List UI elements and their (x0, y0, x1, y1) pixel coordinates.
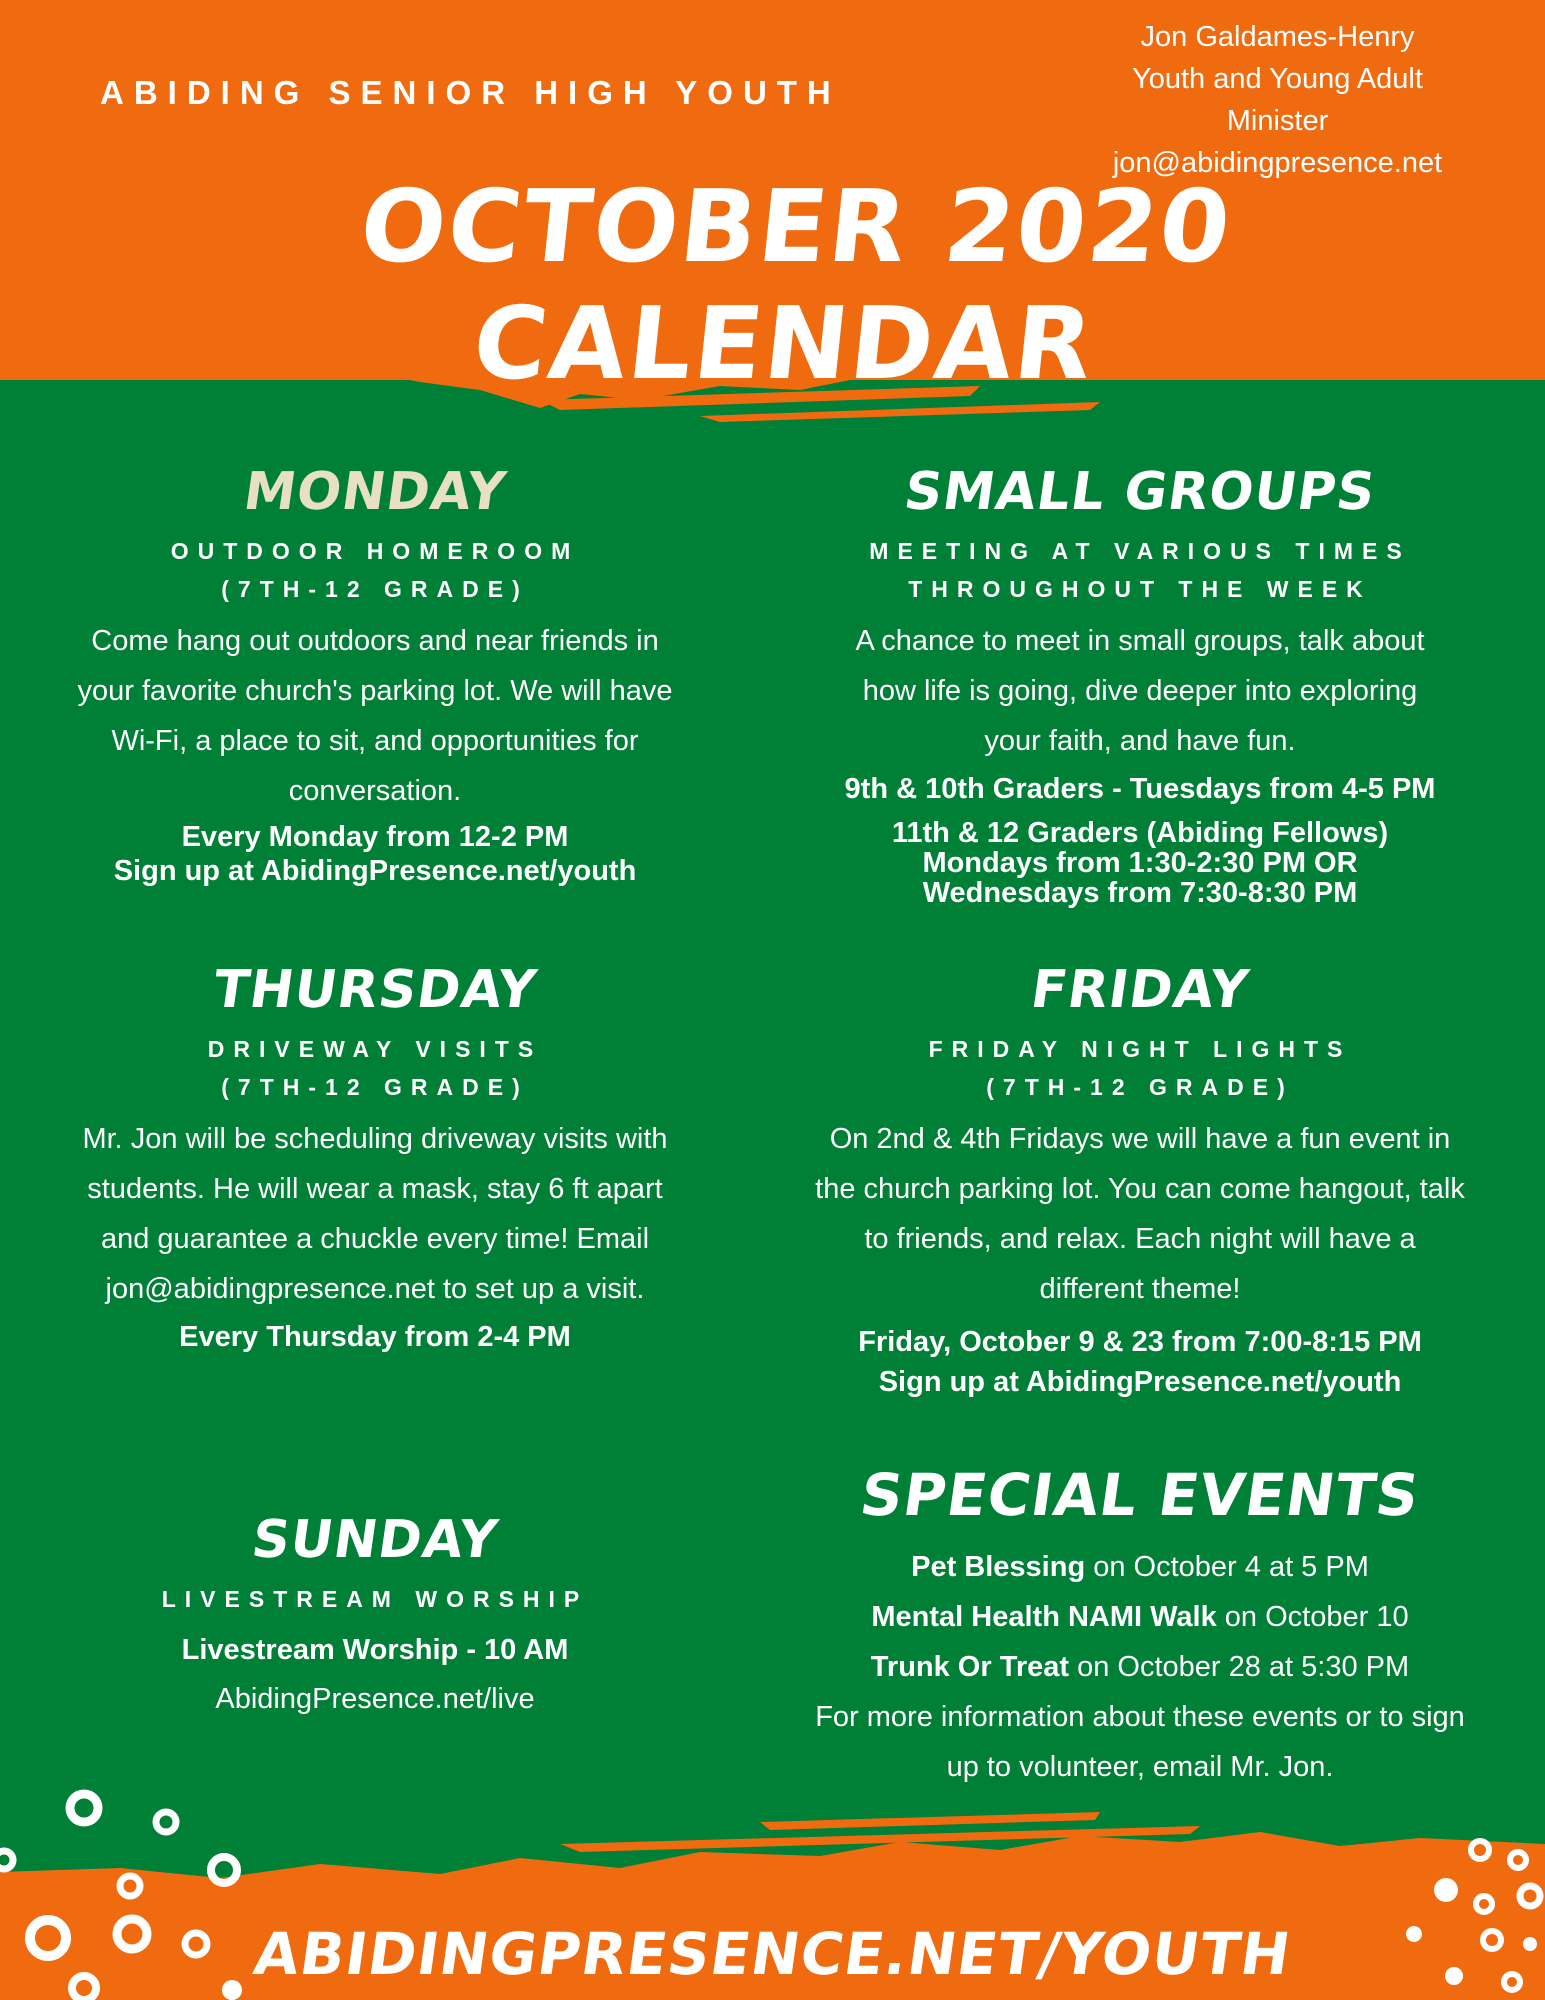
monday-subtitle: OUTDOOR HOMEROOM (170, 538, 580, 564)
friday-schedule: Friday, October 9 & 23 from 7:00-8:15 PM (858, 1326, 1422, 1358)
thursday-subtitle: DRIVEWAY VISITS (207, 1036, 543, 1062)
contact-email[interactable]: jon@abidingpresence.net (1112, 147, 1443, 179)
monday-section (60, 460, 690, 888)
small-groups-description: A chance to meet in small groups, talk about how life is going, dive deeper into exploring your faith, and have fun. (855, 625, 1425, 757)
contact-role-line2: Minister (1226, 105, 1329, 137)
monday-description: Come hang out outdoors and near friends in your favorite church's parking lot. We will have Wi-Fi, a place to sit, and opportunities for conversation. (77, 625, 673, 807)
small-groups-9-10: 9th & 10th Graders - Tuesdays from 4-5 PM (844, 773, 1436, 805)
friday-title: FRIDAY (1027, 960, 1253, 1020)
friday-signup[interactable]: Sign up at AbidingPresence.net/youth (878, 1366, 1402, 1398)
event-name: Trunk Or Treat (870, 1651, 1070, 1683)
page-title: OCTOBER 2020 CALENDAR (354, 168, 1238, 402)
friday-grade: (7TH-12 GRADE) (986, 1074, 1294, 1100)
thursday-title: THURSDAY (209, 960, 541, 1020)
special-events-section (790, 1460, 1490, 1792)
event-detail: on October 4 at 5 PM (1085, 1551, 1369, 1583)
event-name: Pet Blessing (911, 1551, 1086, 1583)
sunday-subtitle: LIVESTREAM WORSHIP (161, 1586, 589, 1612)
small-groups-11-12: 11th & 12 Graders (Abiding Fellows) (891, 817, 1389, 849)
thursday-grade: (7TH-12 GRADE) (221, 1074, 529, 1100)
small-groups-mondays: Mondays from 1:30-2:30 PM OR (922, 847, 1358, 879)
footer-url[interactable]: ABIDINGPRESENCE.NET/YOUTH (249, 1920, 1296, 1988)
monday-signup[interactable]: Sign up at AbidingPresence.net/youth (113, 855, 637, 887)
event-detail: on October 10 (1216, 1601, 1409, 1633)
thursday-description: Mr. Jon will be scheduling driveway visits with students. He will wear a mask, stay 6 ft apart and guarantee a chuckle every time! Email jon@abidingpresence.net to set up a visit. (82, 1123, 668, 1305)
thursday-schedule: Every Thursday from 2-4 PM (179, 1321, 571, 1353)
small-groups-section (800, 460, 1480, 908)
thursday-section (60, 958, 690, 1354)
small-groups-title: SMALL GROUPS (900, 462, 1380, 522)
friday-subtitle: FRIDAY NIGHT LIGHTS (928, 1036, 1352, 1062)
contact-name: Jon Galdames-Henry (1140, 21, 1415, 53)
org-title: ABIDING SENIOR HIGH YOUTH (100, 74, 841, 111)
friday-section (800, 958, 1480, 1402)
monday-title: MONDAY (240, 462, 510, 522)
contact-block (1090, 16, 1465, 184)
special-event-2 (790, 1592, 1490, 1642)
small-groups-wednesdays: Wednesdays from 7:30-8:30 PM (922, 877, 1358, 909)
sunday-worship-time: Livestream Worship - 10 AM (181, 1634, 569, 1666)
special-event-3 (790, 1642, 1490, 1692)
sunday-title: SUNDAY (248, 1510, 502, 1570)
friday-description: On 2nd & 4th Fridays we will have a fun event in the church parking lot. You can come hangout, talk to friends, and relax. Each night will have a different theme! (815, 1123, 1465, 1305)
event-detail: on October 28 at 5:30 PM (1069, 1651, 1410, 1683)
event-name: Mental Health NAMI Walk (871, 1601, 1217, 1633)
special-events-title: SPECIAL EVENTS (856, 1461, 1424, 1529)
small-groups-subtitle-line2: THROUGHOUT THE WEEK (908, 576, 1372, 602)
small-groups-subtitle: MEETING AT VARIOUS TIMES (869, 538, 1411, 564)
monday-grade: (7TH-12 GRADE) (221, 576, 529, 602)
sunday-livestream-link[interactable]: AbidingPresence.net/live (215, 1683, 535, 1715)
contact-role: Youth and Young Adult (1132, 63, 1423, 95)
sunday-section (60, 1508, 690, 1724)
monday-schedule: Every Monday from 12-2 PM (181, 821, 569, 853)
special-events-info: For more information about these events or to sign up to volunteer, email Mr. Jon. (815, 1701, 1465, 1783)
special-event-1 (790, 1542, 1490, 1592)
